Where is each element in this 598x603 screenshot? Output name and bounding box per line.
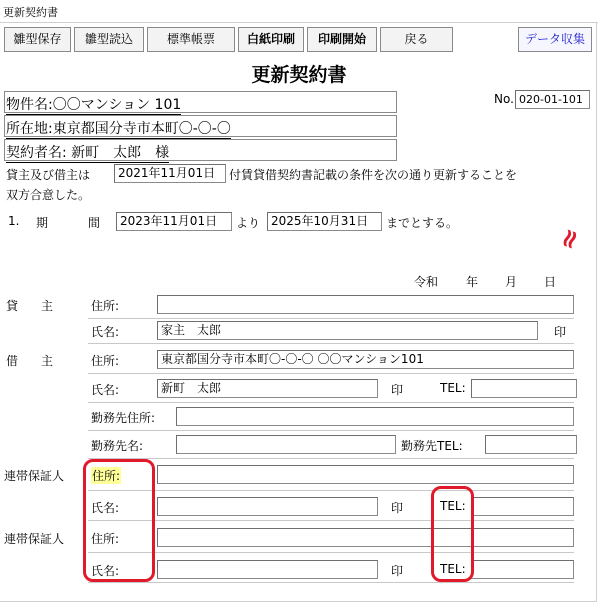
annotation-highlight-box [83, 459, 155, 582]
row-divider [88, 402, 574, 403]
standard-ledger-button[interactable]: 標準帳票 [147, 27, 235, 52]
guarantor1-tel-label: TEL: [440, 499, 466, 513]
tenant-work-address-label: 勤務先住所: [91, 411, 156, 425]
guarantor1-address-field[interactable] [157, 465, 574, 484]
save-template-button[interactable]: 雛型保存 [4, 27, 71, 52]
tenant-work-name-field[interactable] [176, 435, 396, 454]
guarantor2-seal-mark: 印 [391, 564, 404, 578]
agreement-text-start: 貸主及び借主は [6, 168, 91, 182]
guarantor1-seal-mark: 印 [391, 501, 404, 515]
tenant-work-tel-field[interactable] [485, 435, 577, 454]
term-label-1: 期 [36, 216, 49, 230]
row-divider [88, 343, 574, 344]
tenant-work-tel-label: 勤務先TEL: [401, 439, 463, 453]
guarantor1-address-label: 住所: [92, 469, 121, 483]
property-name: 物件名:〇〇マンション 101 [6, 94, 181, 115]
contractor-name: 契約者名: 新町 太郎 様 [6, 142, 169, 163]
tenant-seal-mark: 印 [391, 383, 404, 397]
agreement-text-line2: 双方合意した。 [6, 188, 91, 202]
tenant-work-name-label: 勤務先名: [91, 439, 144, 453]
blank-print-button[interactable]: 白紙印刷 [238, 27, 304, 52]
no-label: No. [494, 92, 514, 106]
guarantor2-address-field[interactable] [157, 528, 574, 547]
row-divider [88, 582, 574, 583]
date-year: 年 [466, 275, 479, 289]
back-button[interactable]: 戻る [380, 27, 453, 52]
landlord-seal-mark: 印 [554, 325, 567, 339]
row-divider [88, 318, 574, 319]
original-contract-date-field[interactable]: 2021年11月01日 [114, 164, 226, 183]
guarantor2-name-field[interactable] [157, 560, 378, 579]
annotation-highlight-box [431, 486, 474, 582]
row-divider [88, 552, 574, 553]
row-divider [88, 520, 574, 521]
tenant-work-address-field[interactable] [176, 407, 574, 426]
guarantor1-name-label: 氏名: [91, 501, 120, 515]
landlord-address-label: 住所: [91, 299, 120, 313]
window-title: 更新契約書 [3, 6, 58, 19]
tenant-address-field[interactable]: 東京都国分寺市本町〇-〇-〇 〇〇マンション101 [157, 350, 574, 369]
row-divider [88, 430, 574, 431]
tenant-name-field[interactable]: 新町 太郎 [157, 379, 378, 398]
agreement-text-end: 付賃貸借契約書記載の条件を次の通り更新することを [229, 168, 518, 182]
row-divider [88, 490, 574, 491]
term-from-text: より [236, 216, 261, 230]
date-era: 令和 [414, 275, 439, 289]
start-print-button[interactable]: 印刷開始 [307, 27, 377, 52]
tenant-section-label-1: 借 [6, 354, 19, 368]
property-address: 所在地:東京都国分寺市本町〇-〇-〇 [6, 118, 231, 139]
tenant-address-label: 住所: [91, 354, 120, 368]
tenant-name-label: 氏名: [91, 383, 120, 397]
landlord-address-field[interactable] [157, 295, 574, 314]
guarantor2-tel-label: TEL: [440, 562, 466, 576]
term-until-text: までとする。 [386, 216, 459, 230]
row-divider [88, 373, 574, 374]
load-template-button[interactable]: 雛型読込 [74, 27, 144, 52]
date-month: 月 [505, 275, 518, 289]
guarantor1-section-label: 連帯保証人 [4, 469, 65, 483]
term-label-2: 間 [88, 216, 101, 230]
landlord-name-field[interactable]: 家主 太郎 [157, 321, 538, 340]
window-title-bar [0, 0, 598, 23]
landlord-section-label-2: 主 [41, 299, 54, 313]
term-end-field[interactable]: 2025年10月31日 [267, 212, 382, 231]
landlord-section-label-1: 貸 [6, 299, 19, 313]
document-number-field[interactable]: 020-01-101 [515, 90, 590, 109]
guarantor2-name-label: 氏名: [91, 564, 120, 578]
data-collect-button[interactable]: データ収集 [518, 27, 592, 52]
term-start-field[interactable]: 2023年11月01日 [116, 212, 232, 231]
document-title: 更新契約書 [251, 64, 347, 86]
row-divider [88, 458, 574, 459]
tenant-tel-field[interactable] [471, 379, 577, 398]
omission-wave-icon: ≈ [552, 223, 588, 255]
date-day: 日 [544, 275, 557, 289]
term-number: 1. [8, 214, 20, 228]
guarantor2-address-label: 住所: [91, 532, 120, 546]
guarantor2-section-label: 連帯保証人 [4, 532, 65, 546]
guarantor1-name-field[interactable] [157, 497, 378, 516]
guarantor2-tel-field[interactable] [471, 560, 574, 579]
guarantor1-tel-field[interactable] [471, 497, 574, 516]
landlord-name-label: 氏名: [91, 325, 120, 339]
tenant-section-label-2: 主 [41, 354, 54, 368]
tenant-tel-label: TEL: [440, 381, 466, 395]
